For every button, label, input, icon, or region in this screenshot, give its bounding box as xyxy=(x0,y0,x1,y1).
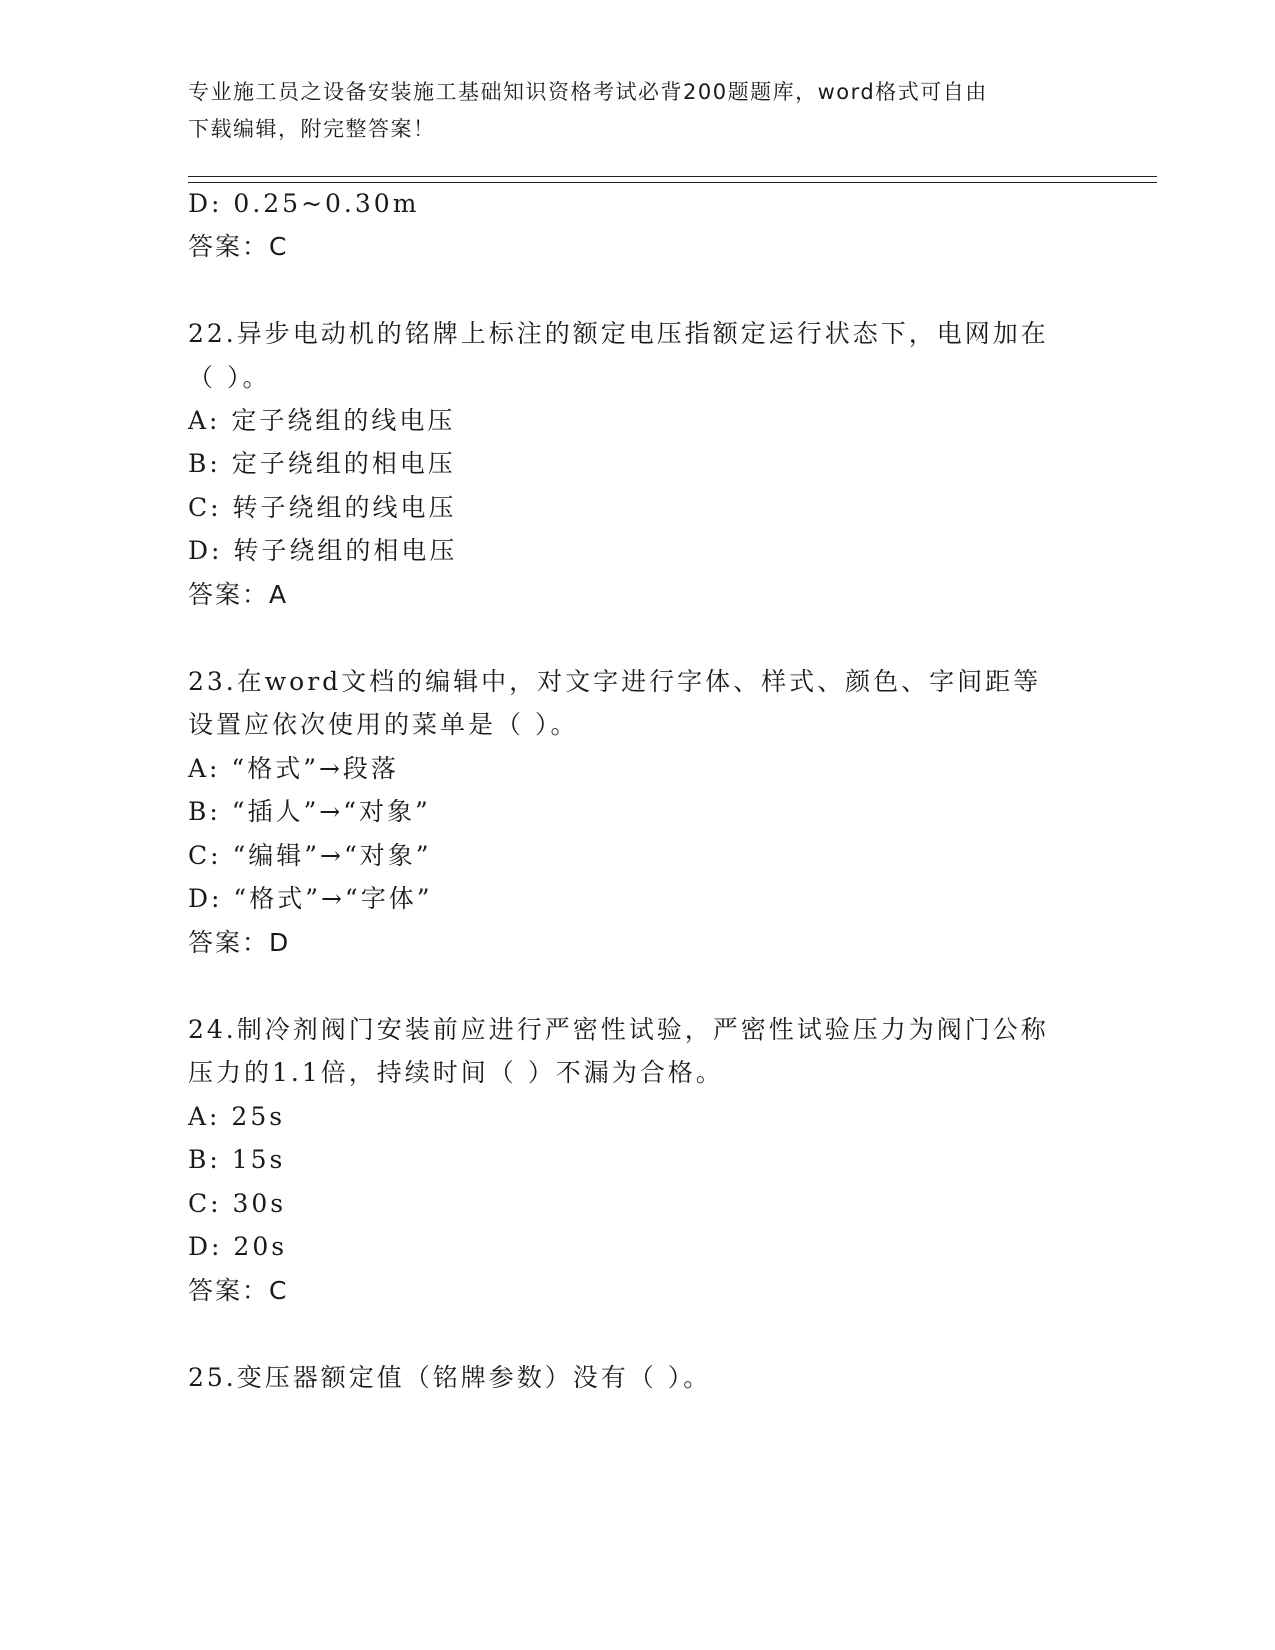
q23-answer: 答案：D xyxy=(188,928,291,957)
header-divider-top xyxy=(188,176,1157,177)
q24-option-c: C: 30s xyxy=(188,1189,287,1218)
q23-option-c: C: “编辑”→“对象” xyxy=(188,841,432,870)
q24-option-d: D: 20s xyxy=(188,1232,288,1261)
q25-stem-line-1: 25.变压器额定值（铭牌参数）没有（ ）。 xyxy=(188,1363,712,1392)
q22-option-a: A: 定子绕组的线电压 xyxy=(188,406,456,435)
q23-option-b: B: “插人”→“对象” xyxy=(188,797,431,826)
q22-answer: 答案：A xyxy=(188,580,289,609)
q22-stem-line-2: （ ）。 xyxy=(188,363,271,392)
q22-stem-line-1: 22.异步电动机的铭牌上标注的额定电压指额定运行状态下，电网加在 xyxy=(188,319,1049,348)
q24-answer: 答案：C xyxy=(188,1276,289,1305)
q24-stem-line-1: 24.制冷剂阀门安装前应进行严密性试验，严密性试验压力为阀门公称 xyxy=(188,1015,1049,1044)
q23-stem-line-2: 设置应依次使用的菜单是（ ）。 xyxy=(188,710,579,739)
q23-stem-line-1: 23.在word文档的编辑中，对文字进行字体、样式、颜色、字间距等 xyxy=(188,667,1042,696)
q22-option-c: C: 转子绕组的线电压 xyxy=(188,493,457,522)
document-header xyxy=(188,74,1088,148)
q22-option-b: B: 定子绕组的相电压 xyxy=(188,449,456,478)
header-divider-bottom xyxy=(188,182,1157,183)
header-line-2: 下载编辑，附完整答案！ xyxy=(188,117,436,141)
q21-answer: 答案：C xyxy=(188,232,289,261)
q23-option-d: D: “格式”→“字体” xyxy=(188,884,433,913)
q22-option-d: D: 转子绕组的相电压 xyxy=(188,536,458,565)
header-line-1: 专业施工员之设备安装施工基础知识资格考试必背200题题库，word格式可自由 xyxy=(188,80,988,104)
q24-option-b: B: 15s xyxy=(188,1145,286,1174)
q23-option-a: A: “格式”→段落 xyxy=(188,754,399,783)
q24-stem-line-2: 压力的1.1倍，持续时间（ ）不漏为合格。 xyxy=(188,1058,724,1087)
q21-option-d: D: 0.25~0.30m xyxy=(188,189,420,218)
q24-option-a: A: 25s xyxy=(188,1102,286,1131)
